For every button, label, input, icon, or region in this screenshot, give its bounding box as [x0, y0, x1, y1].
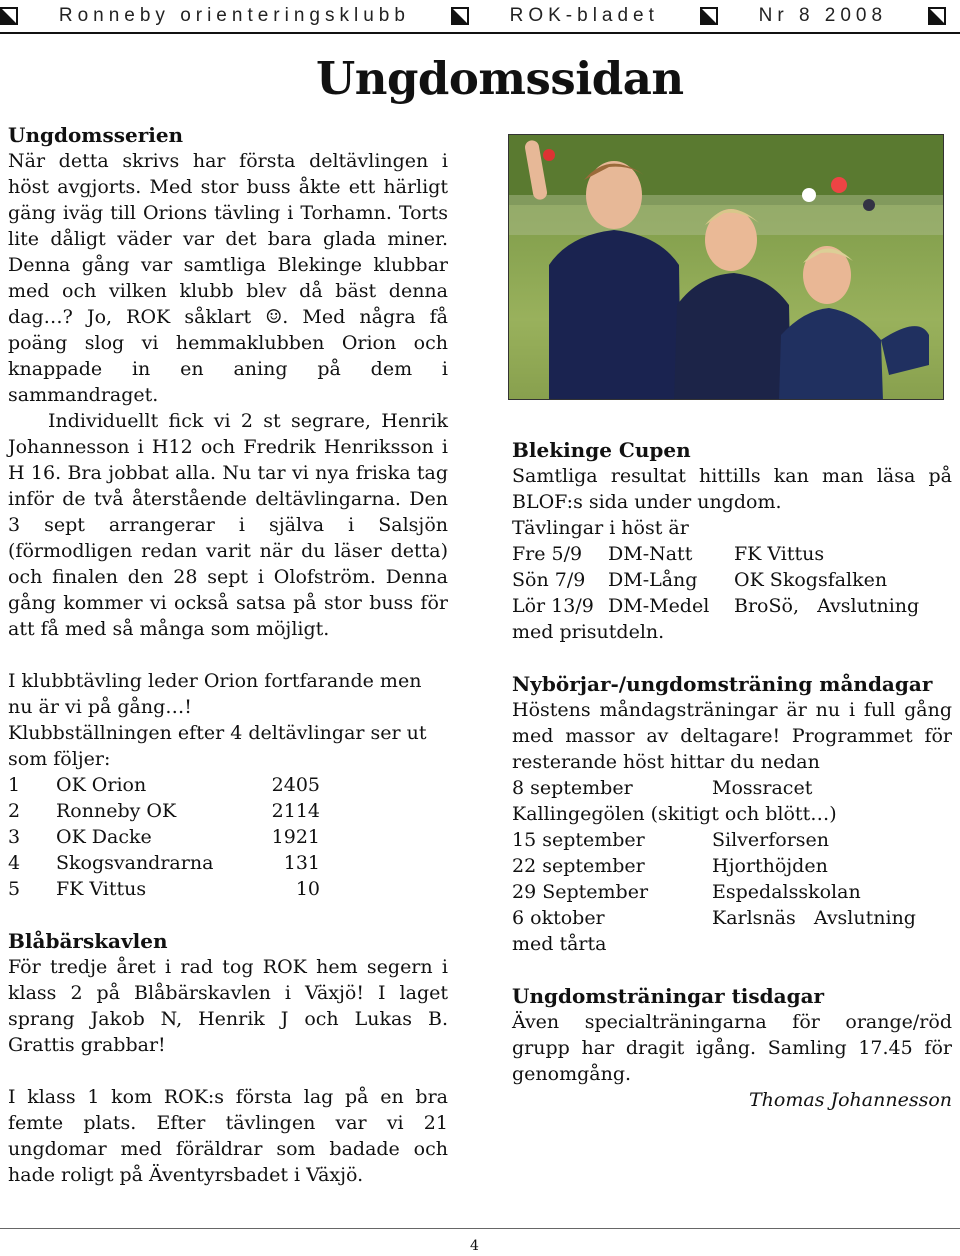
- photo-illustration: [509, 135, 944, 400]
- paragraph: I klass 1 kom ROK:s första lag på en bra femte plats. Efter tävlingen var vi 21 ungdomar med föräldrar som badade och hade roligt på Äventyrsbadet i Växjö.: [8, 1086, 448, 1186]
- header-issue: Nr 8 2008: [758, 5, 888, 26]
- paragraph: I klubbtävling leder Orion fortfarande men nu är vi på gång…!: [8, 670, 422, 718]
- square-marker-icon: [0, 7, 18, 25]
- paragraph: För tredje året i rad tog ROK hem segern i klass 2 på Blåbärskavlen i Växjö! I laget sprang Jakob N, Henrik J och Lukas B. Grattis grabbar!: [8, 956, 448, 1056]
- paragraph: Även specialträningarna för orange/röd grupp har dragit igång. Samling 17.45 för genomgång.: [512, 1011, 952, 1085]
- paragraph: med prisutdeln.: [512, 621, 665, 643]
- paragraph: När detta skrivs har första deltävlingen i höst avgjorts. Med stor buss åkte ett härligt gäng iväg till Orions tävling i Torhamn. Torts lite dåligt väder var det bara glada miner. Denna gång var samtliga Blekinge klubbar med och vilken klubb blev då bäst denna dag…? Jo, ROK såklart ☺. Med några få poäng slog vi hemmaklubben Orion och knappade in en aning på dem i sammandraget.: [8, 150, 448, 406]
- schedule-row: 6 oktober Karlsnäs Avslutning: [512, 907, 916, 929]
- paragraph: med tårta: [512, 933, 607, 955]
- schedule-row: 29 September Espedalsskolan: [512, 881, 861, 903]
- paragraph: Tävlingar i höst är: [512, 517, 689, 539]
- paragraph: Individuellt fick vi 2 st segrare, Henrik Johannesson i H12 och Fredrik Henriksson i H 16. Bra jobbat alla. Nu tar vi nya friska tag inför de två återstående deltävlingarna. Den 3 sept arrangerar i själva i Salsjön (förmodligen redan varit när du läser detta) och finalen den 28 sept i Olofström. Denna gång kommer vi också satsa på stor buss för att få med så många som möjligt.: [8, 410, 448, 640]
- club-standings: [8, 772, 448, 902]
- competition-row: Lör 13/9 DM-Medel BroSö, Avslutning: [512, 595, 920, 617]
- footer-rule: [0, 1228, 960, 1229]
- training-schedule: [512, 775, 952, 931]
- schedule-row: 8 september Mossracet: [512, 777, 813, 799]
- schedule-row: Kallingegölen (skitigt och blött…): [512, 803, 837, 825]
- author-signature: Thomas Johannesson: [749, 1089, 952, 1111]
- header-club: Ronneby orienteringsklubb: [58, 5, 410, 26]
- competition-row: Sön 7/9 DM-Lång OK Skogsfalken: [512, 569, 888, 591]
- standings-row: 3 OK Dacke 1921: [8, 826, 320, 848]
- standings-row: 2 Ronneby OK 2114: [8, 800, 320, 822]
- competition-list: [512, 541, 952, 619]
- square-marker-icon: [928, 7, 946, 25]
- standings-row: 4 Skogsvandrarna 131: [8, 852, 320, 874]
- heading-monday-training: Nybörjar-/ungdomsträning måndagar: [512, 672, 933, 696]
- paragraph: Höstens måndagsträningar är nu i full gång med massor av deltagare! Programmet för resterande höst hittar du nedan: [512, 699, 952, 773]
- heading-ungdomsserien: Ungdomsserien: [8, 123, 184, 147]
- heading-blekinge-cupen: Blekinge Cupen: [512, 438, 691, 462]
- paragraph: Samtliga resultat hittills kan man läsa på BLOF:s sida under ungdom.: [512, 465, 952, 513]
- schedule-row: 15 september Silverforsen: [512, 829, 830, 851]
- page-header: [0, 0, 960, 34]
- square-marker-icon: [700, 7, 718, 25]
- team-photo: [508, 134, 944, 400]
- competition-row: Fre 5/9 DM-Natt FK Vittus: [512, 543, 825, 565]
- paragraph: Klubbställningen efter 4 deltävlingar ser ut som följer:: [8, 722, 427, 770]
- right-column: [512, 437, 952, 1113]
- square-marker-icon: [451, 7, 469, 25]
- standings-row: 5 FK Vittus 10: [8, 878, 320, 900]
- heading-blabarskavlen: Blåbärskavlen: [8, 929, 168, 953]
- standings-row: 1 OK Orion 2405: [8, 774, 320, 796]
- heading-tuesday-training: Ungdomsträningar tisdagar: [512, 984, 825, 1008]
- page-number: 4: [470, 1238, 479, 1254]
- schedule-row: 22 september Hjorthöjden: [512, 855, 828, 877]
- left-column: [8, 122, 448, 1188]
- header-magazine: ROK-bladet: [509, 5, 659, 26]
- page-title: Ungdomssidan: [316, 52, 684, 105]
